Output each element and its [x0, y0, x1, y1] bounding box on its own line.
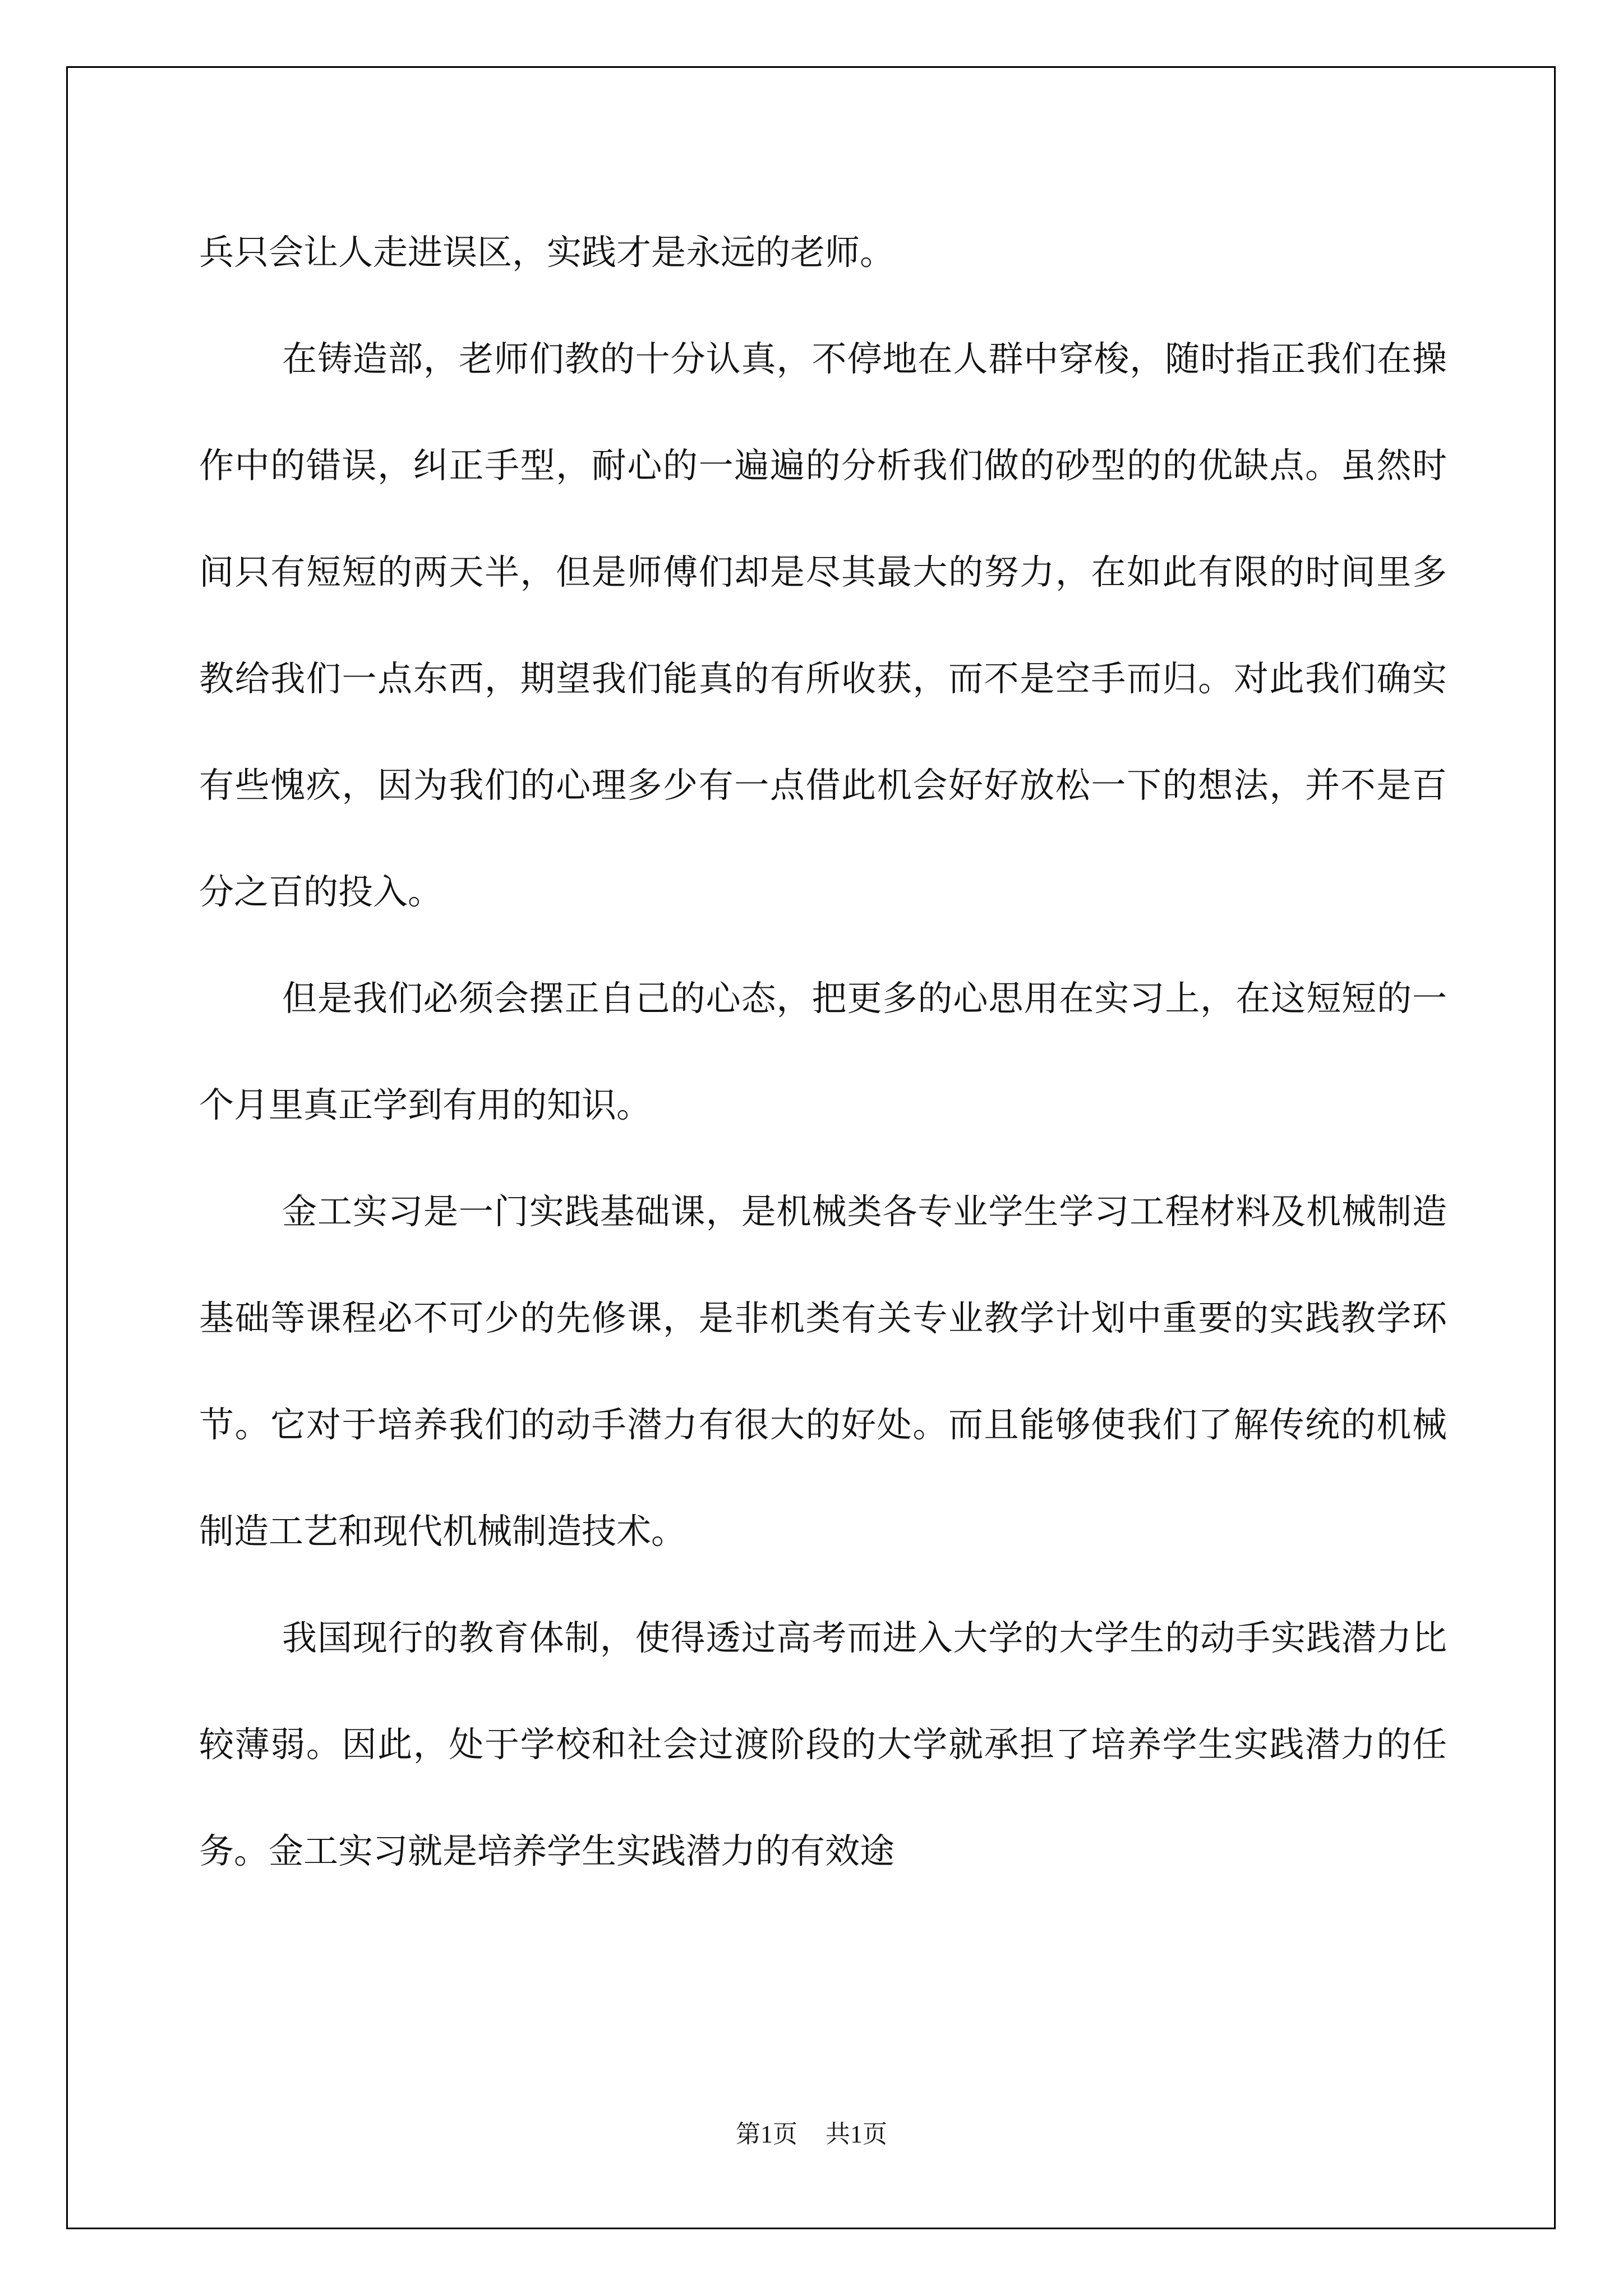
paragraph-1: 兵只会让人走进误区，实践才是永远的老师。: [199, 232, 895, 273]
page-footer: [0, 2114, 1623, 2150]
page-total: 共1页: [826, 2120, 887, 2148]
paragraph-2: 在铸造部，老师们教的十分认真，不停地在人群中穿梭，随时指正我们在操作中的错误，纠正手型，耐心的一遍遍的分析我们做的砂型的的优缺点。虽然时间只有短短的两天半，但是师傅们却是尽其最大的努力，在如此有限的时间里多教给我们一点东西，期望我们能真的有所收获，而不是空手而归。对此我们确实有些愧疚，因为我们的心理多少有一点借此机会好好放松一下的想法，并不是百分之百的投入。: [199, 338, 1447, 912]
paragraph-5: 我国现行的教育体制，使得透过高考而进入大学的大学生的动手实践潜力比较薄弱。因此，处于学校和社会过渡阶段的大学就承担了培养学生实践潜力的任务。金工实习就是培养学生实践潜力的有效途: [199, 1617, 1447, 1871]
paragraph-4: 金工实习是一门实践基础课，是机械类各专业学生学习工程材料及机械制造基础等课程必不可少的先修课，是非机类有关专业教学计划中重要的实践教学环节。它对于培养我们的动手潜力有很大的好处。而且能够使我们了解传统的机械制造工艺和现代机械制造技术。: [199, 1191, 1447, 1552]
page-number: 第1页: [736, 2120, 797, 2148]
paragraph-3: 但是我们必须会摆正自己的心态，把更多的心思用在实习上，在这短短的一个月里真正学到有用的知识。: [199, 978, 1447, 1125]
document-body: [199, 199, 1447, 1904]
